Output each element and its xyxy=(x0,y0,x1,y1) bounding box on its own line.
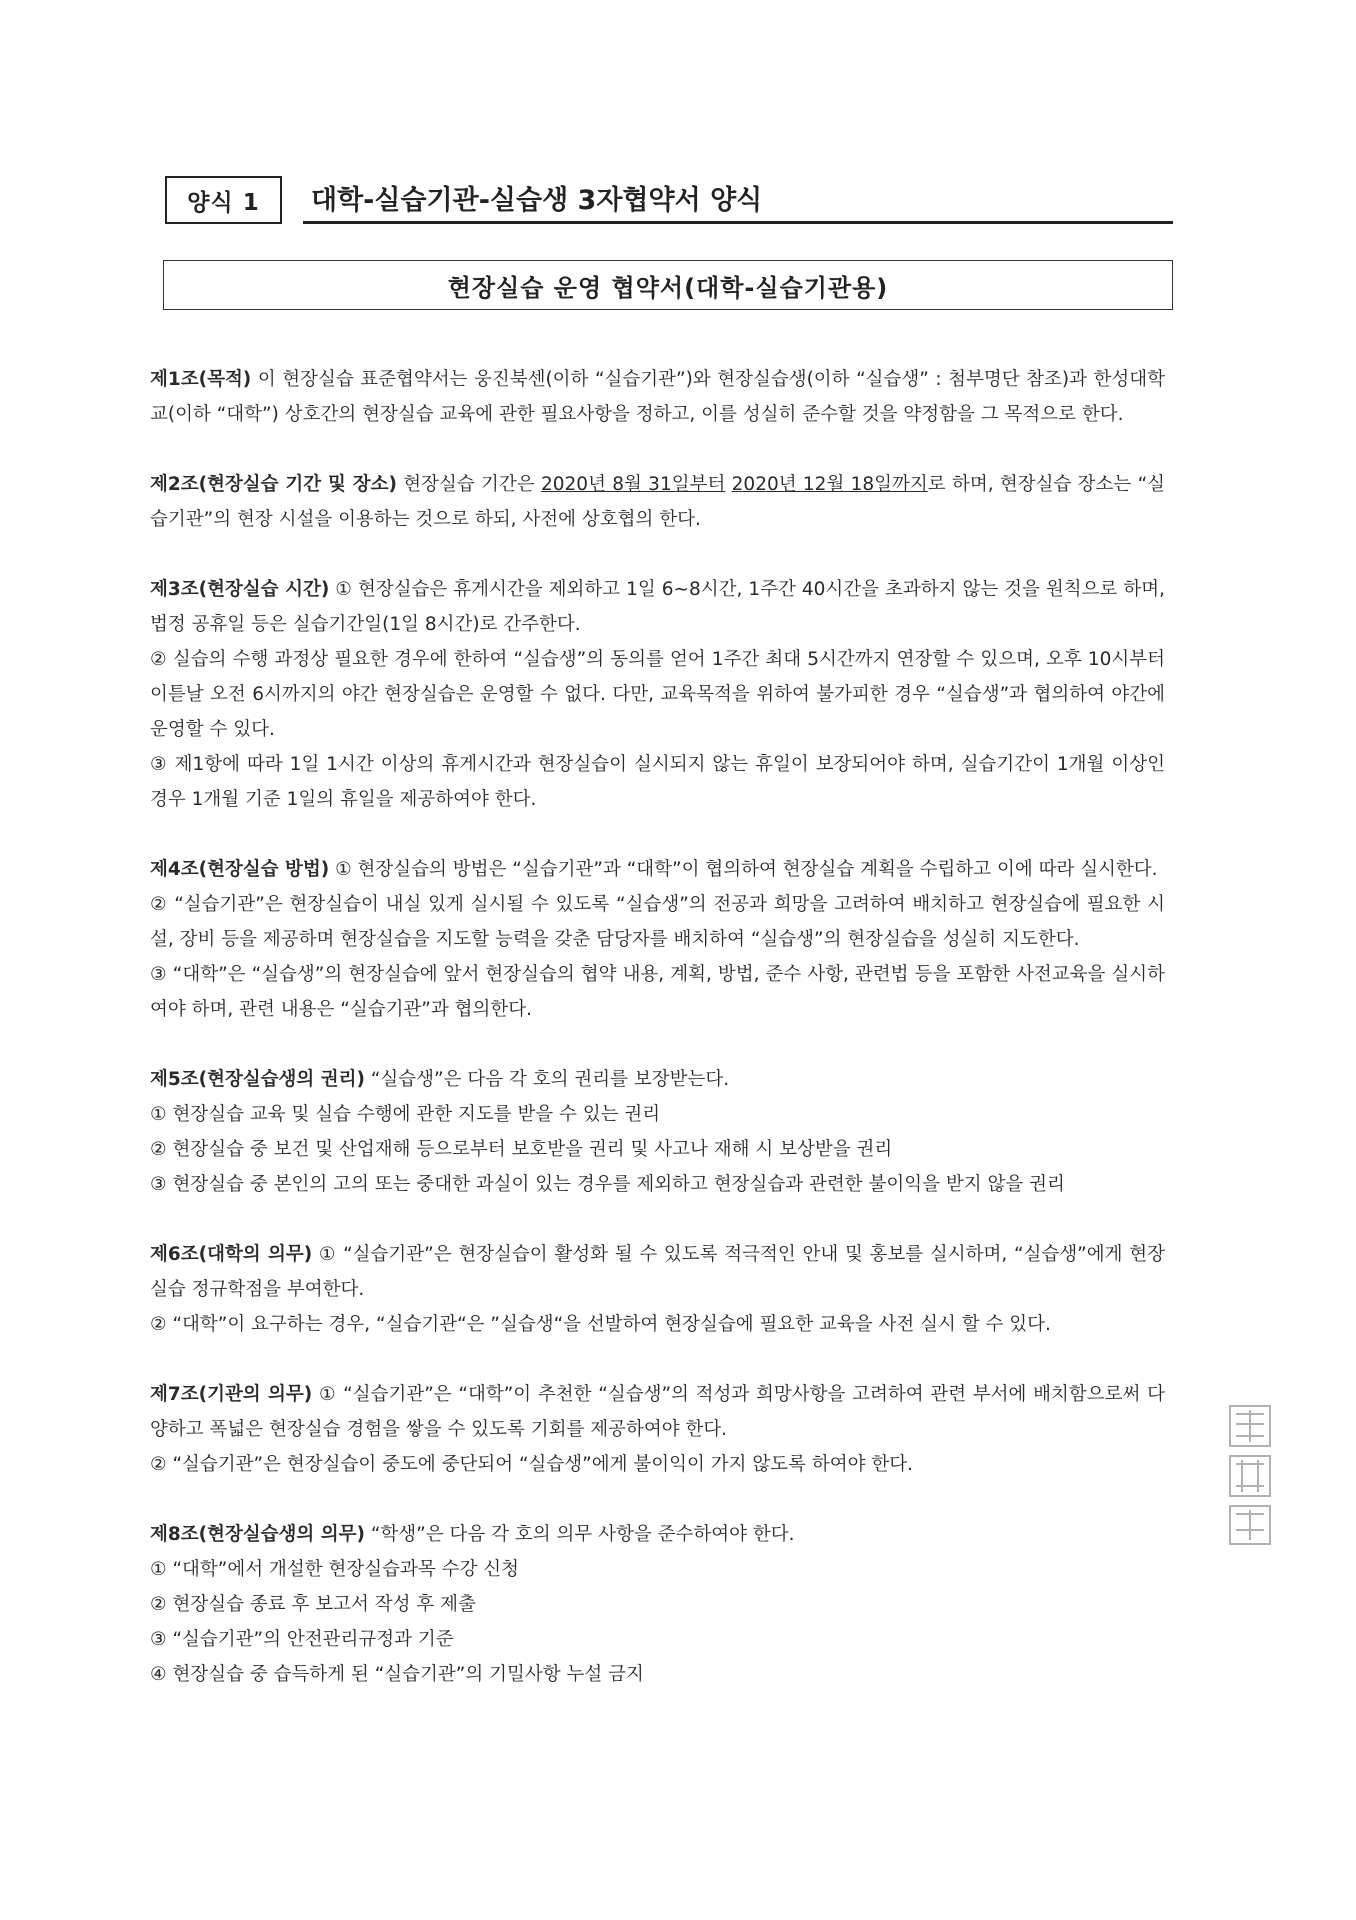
article-6 xyxy=(150,1237,1165,1342)
article-paragraph: ② 현장실습 중 보건 및 산업재해 등으로부터 보호받을 권리 및 사고나 재해 시 보상받을 권리 xyxy=(150,1139,893,1160)
form-header xyxy=(163,176,1173,230)
article-paragraph: ③ “대학”은 “실습생”의 현장실습에 앞서 현장실습의 협약 내용, 계획, 방법, 준수 사항, 관련법 등을 포함한 사전교육을 실시하여야 하며, 관련 내용은 “실습기관”과 협의한다. xyxy=(150,964,1165,1020)
article-paragraph: ② 실습의 수행 과정상 필요한 경우에 한하여 “실습생”의 동의를 얻어 1주간 최대 5시간까지 연장할 수 있으며, 오후 10시부터 이튿날 오전 6시까지의 야간 현장실습은 운영할 수 없다. 다만, 교육목적을 위하여 불가피한 경우 “실습생”과 협의하여 야간에 운영할 수 있다. xyxy=(150,649,1165,740)
article-paragraph: ③ 제1항에 따라 1일 1시간 이상의 휴게시간과 현장실습이 실시되지 않는 휴일이 보장되어야 하며, 실습기간이 1개월 이상인 경우 1개월 기준 1일의 휴일을 제공하여야 한다. xyxy=(150,754,1165,810)
article-heading: 제4조(현장실습 방법) xyxy=(150,859,330,880)
article-paragraph: ③ 현장실습 중 본인의 고의 또는 중대한 과실이 있는 경우를 제외하고 현장실습과 관련한 불이익을 받지 않을 권리 xyxy=(150,1174,1065,1195)
agreement-title: 현장실습 운영 협약서(대학-실습기관용) xyxy=(163,260,1173,310)
article-8 xyxy=(150,1517,1165,1692)
articles-section xyxy=(150,362,1165,1727)
article-heading: 제6조(대학의 의무) xyxy=(150,1244,313,1265)
article-4 xyxy=(150,852,1165,1027)
article-paragraph: ① 현장실습 교육 및 실습 수행에 관한 지도를 받을 수 있는 권리 xyxy=(150,1104,661,1125)
article-text: ① 현장실습의 방법은 “실습기관”과 “대학”이 협의하여 현장실습 계획을 수립하고 이에 따라 실시한다. xyxy=(335,859,1158,880)
article-text: ① “실습기관”은 현장실습이 활성화 될 수 있도록 적극적인 안내 및 홍보를 실시하며, “실습생”에게 현장실습 정규학점을 부여한다. xyxy=(150,1244,1165,1300)
period-prefix: 현장실습 기간은 xyxy=(403,474,535,495)
article-paragraph xyxy=(150,1517,1165,1552)
article-paragraph xyxy=(150,362,1165,432)
article-paragraph: ① “대학”에서 개설한 현장실습과목 수강 신청 xyxy=(150,1559,519,1580)
article-2 xyxy=(150,467,1165,537)
form-number-badge: 양식 1 xyxy=(165,176,282,224)
period-start-date: 2020년 8월 31일부터 xyxy=(540,474,726,495)
period-suffix: 로 하며, 현장실습 장소는 “실습기관”의 현장 시설을 이용하는 것으로 하되, 사전에 상호협의 한다. xyxy=(150,474,1166,530)
article-3 xyxy=(150,572,1165,817)
article-paragraph xyxy=(150,572,1165,642)
article-paragraph xyxy=(150,1237,1165,1307)
article-paragraph: ③ “실습기관”의 안전관리규정과 기준 xyxy=(150,1629,454,1650)
article-paragraph xyxy=(150,1062,1165,1097)
article-paragraph xyxy=(150,1377,1165,1447)
article-heading: 제7조(기관의 의무) xyxy=(150,1384,313,1405)
article-heading: 제1조(목적) xyxy=(150,369,252,390)
article-paragraph: ② “실습기관”은 현장실습이 내실 있게 실시될 수 있도록 “실습생”의 전공과 희망을 고려하여 배치하고 현장실습에 필요한 시설, 장비 등을 제공하며 현장실습을 지도할 능력을 갖춘 담당자를 배치하여 “실습생”의 현장실습을 성실히 지도한다. xyxy=(150,894,1165,950)
article-text: ① 현장실습은 휴게시간을 제외하고 1일 6~8시간, 1주간 40시간을 초과하지 않는 것을 원칙으로 하며, 법정 공휴일 등은 실습기간일(1일 8시간)로 간주한다. xyxy=(150,579,1165,635)
article-paragraph: ④ 현장실습 중 습득하게 된 “실습기관”의 기밀사항 누설 금지 xyxy=(150,1664,644,1685)
article-7 xyxy=(150,1377,1165,1482)
article-1 xyxy=(150,362,1165,432)
article-paragraph xyxy=(150,467,1165,537)
article-paragraph xyxy=(150,852,1165,887)
article-paragraph: ② 현장실습 종료 후 보고서 작성 후 제출 xyxy=(150,1594,476,1615)
article-5 xyxy=(150,1062,1165,1202)
form-title: 대학-실습기관-실습생 3자협약서 양식 xyxy=(303,178,1173,224)
article-paragraph: ② “실습기관”은 현장실습이 중도에 중단되어 “실습생”에게 불이익이 가지 않도록 하여야 한다. xyxy=(150,1454,913,1475)
article-heading: 제8조(현장실습생의 의무) xyxy=(150,1524,365,1545)
period-end-date: 2020년 12월 18일까지 xyxy=(731,474,928,495)
article-text: ① “실습기관”은 “대학”이 추천한 “실습생”의 적성과 희망사항을 고려하여 관련 부서에 배치함으로써 다양하고 폭넓은 현장실습 경험을 쌓을 수 있도록 기회를 제공하여야 한다. xyxy=(150,1384,1165,1440)
article-text: 이 현장실습 표준협약서는 웅진북센(이하 “실습기관”)와 현장실습생(이하 “실습생” : 첨부명단 참조)과 한성대학교(이하 “대학”) 상호간의 현장실습 교육에 관한 필요사항을 정하고, 이를 성실히 준수할 것을 약정함을 그 목적으로 한다. xyxy=(150,369,1165,425)
article-text: “실습생”은 다음 각 호의 권리를 보장받는다. xyxy=(370,1069,730,1090)
seal-stamp-icon xyxy=(1222,1400,1282,1550)
article-paragraph: ② “대학”이 요구하는 경우, “실습기관“은 ”실습생“을 선발하여 현장실습에 필요한 교육을 사전 실시 할 수 있다. xyxy=(150,1314,1051,1335)
article-heading: 제2조(현장실습 기간 및 장소) xyxy=(150,474,397,495)
article-text: “학생”은 다음 각 호의 의무 사항을 준수하여야 한다. xyxy=(370,1524,795,1545)
article-heading: 제3조(현장실습 시간) xyxy=(150,579,330,600)
article-heading: 제5조(현장실습생의 권리) xyxy=(150,1069,365,1090)
